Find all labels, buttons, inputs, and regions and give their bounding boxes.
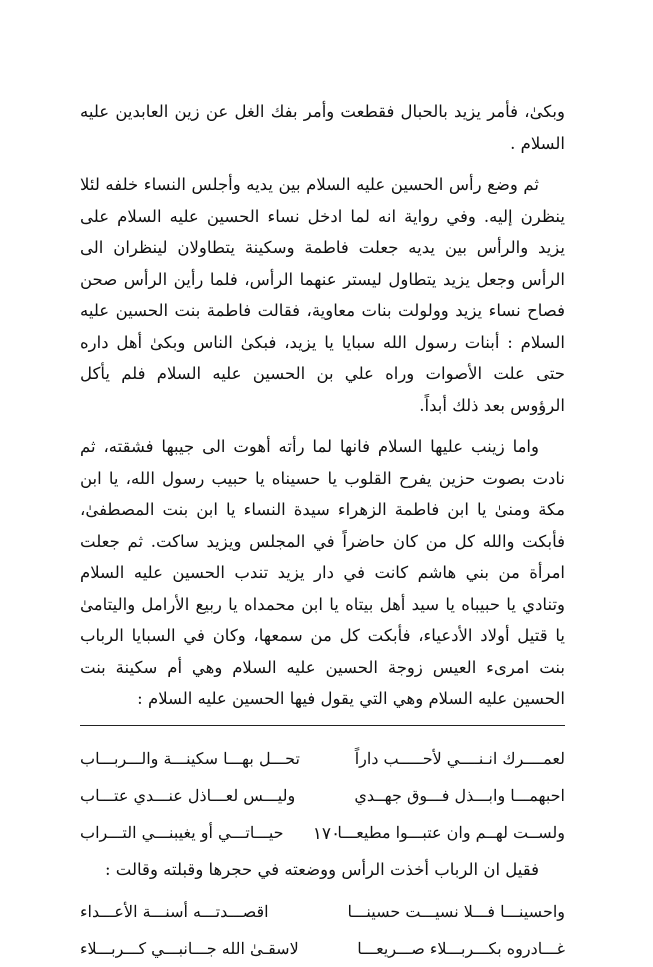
- verse-second-hemistich: تحـــل بهـــا سكينـــة والـــربـــاب: [80, 748, 300, 768]
- paragraph-2: ثم وضع رأس الحسين عليه السلام بين يديه وأجلس النساء خلفه لئلا ينظرن إليه. وفي رواية انه لما ادخل نساء الحسين عليه السلام على يزيد والرأس بين يديه جعلت فاطمة وسكينة يتطاولان لينظران الى الرأس وجعل يزيد يتطاول ليستر عنهما الرأس، فلما رأين الرأس صحن فصاح نساء يزيد وولولت بنات معاوية، فقالت فاطمة بنت الحسين عليه السلام : أبنات رسول الله سبايا يا يزيد، فبكىٰ الناس وبكىٰ أهل داره حتى علت الأصوات وراه علي بن الحسين عليه السلام فلم يأكل الرؤوس بعد ذلك أبداً.: [80, 175, 565, 415]
- verse-second-hemistich: لاسقـىٰ الله جـــانبـــي كـــربـــلاء: [80, 938, 299, 958]
- poem-divider-top: [80, 725, 565, 726]
- verse-first-hemistich: ولســت لهــم وان عتبـــوا مطيعـــا: [337, 822, 565, 842]
- verse-first-hemistich: لعمــــرك انـنــــي لأحـــــب داراً: [354, 748, 565, 768]
- page-number: ١٧٠: [312, 824, 341, 844]
- narration-line: فقيل ان الرباب أخذت الرأس ووضعته في حجرها وقبلته وقالت :: [105, 859, 539, 879]
- spacer: [80, 421, 565, 431]
- poem-2: [80, 893, 565, 967]
- poem-verse: [80, 740, 565, 777]
- spacer: [80, 159, 565, 169]
- verse-second-hemistich: وليـــس لعـــاذل عنـــدي عتـــاب: [80, 785, 296, 805]
- verse-second-hemistich: حيـــاتـــي أو يغيبنـــي التـــراب: [80, 822, 284, 842]
- verse-first-hemistich: واحسينـــا فـــلا نسيـــت حسينـــا: [347, 901, 565, 921]
- poem-verse: [80, 893, 565, 930]
- poem-verse: [80, 777, 565, 814]
- paragraph-1: وبكىٰ، فأمر يزيد بالحبال فقطعت وأمر بفك الغل عن زين العابدين عليه السلام .: [80, 102, 565, 153]
- verse-second-hemistich: اقصـــدتـــه أسنـــة الأعـــداء: [80, 901, 269, 921]
- poem-verse: [80, 930, 565, 967]
- verse-first-hemistich: غـــادروه بكـــربـــلاء صـــريعـــا: [357, 938, 565, 958]
- verse-first-hemistich: احبهمـــا وابـــذل فـــوق جهــدي: [354, 785, 565, 805]
- paragraph-3: واما زينب عليها السلام فانها لما رأته أهوت الى جيبها فشقته، ثم نادت بصوت حزين يفرح القلوب يا حسيناه يا حبيب رسول الله، يا ابن مكة ومنىٰ يا ابن فاطمة الزهراء سيدة النساء يا ابن بنت المصطفىٰ، فأبكت والله كل من كان حاضراً في المجلس ويزيد ساكت. ثم جعلت امرأة من بني هاشم كانت في دار يزيد تندب الحسين عليه السلام وتنادي يا حبيباه يا سيد أهل بيتاه يا ابن محمداه يا ربيع الأرامل واليتامىٰ يا قتيل أولاد الأدعياء، فأبكت كل من سمعها، وكان في السبايا الرباب بنت امرىء العيس زوجة الحسين عليه السلام وهي أم سكينة بنت الحسين عليه السلام وهي التي يقول فيها الحسين عليه السلام :: [80, 437, 565, 708]
